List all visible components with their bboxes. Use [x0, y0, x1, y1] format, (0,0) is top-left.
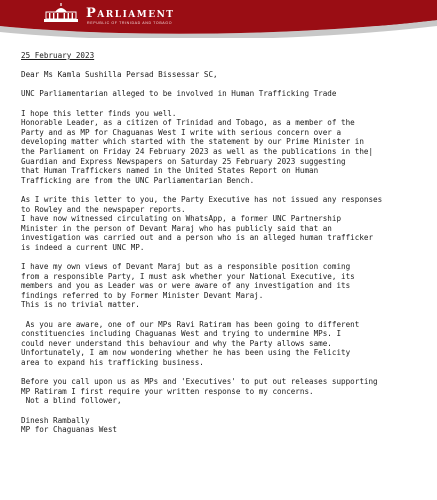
text-line: Minister in the person of Devant Maraj who has publicly said that an: [21, 223, 332, 233]
text-line: This is no trivial matter.: [21, 300, 140, 310]
text-line: Trafficking are from the UNC Parliamentarian Bench.: [21, 175, 255, 185]
text-line: Before you call upon us as MPs and 'Executives' to put out releases supporting: [21, 377, 378, 387]
text-line: findings referred to by Former Minister Devant Maraj.: [21, 290, 264, 300]
signature-title: MP for Chaguanas West: [21, 425, 118, 435]
text-line: MP Ratiram I first require your written response to my concerns.: [21, 386, 314, 396]
paragraph-5: [21, 377, 431, 406]
text-line: constituencies including Chaguanas West and trying to undermine MPs. I: [21, 329, 342, 339]
letter-subject: UNC Parliamentarian alleged to be involved in Human Trafficking Trade: [21, 89, 337, 99]
paragraph-3: [21, 262, 431, 310]
text-line: the Parliament on Friday 24 February 2023 as well as the publications in the|: [21, 146, 374, 156]
text-line: Honorable Leader, as a citizen of Trinidad and Tobago, as a member of the: [21, 118, 355, 128]
closing-line: Not a blind follower,: [21, 396, 122, 406]
text-line: I hope this letter finds you well.: [21, 108, 177, 118]
text-line: Guardian and Express Newspapers on Saturday 25 February 2023 suggesting: [21, 156, 346, 166]
letter-body: [21, 51, 431, 435]
letterhead-subtitle: REPUBLIC OF TRINIDAD AND TOBAGO: [87, 21, 173, 25]
text-line: I have my own views of Devant Maraj but as a responsible position coming: [21, 262, 351, 272]
signature-name: Dinesh Rambally: [21, 415, 90, 425]
text-line: Unfortunately, I am now wondering whether he has been using the Felicity: [21, 348, 351, 358]
paragraph-1: [21, 109, 431, 186]
text-line: to Rowley and the newspaper reports.: [21, 204, 186, 214]
paragraph-2: [21, 195, 431, 253]
letterhead: [0, 0, 437, 38]
text-line: is indeed a current UNC MP.: [21, 242, 145, 252]
text-line: Party and as MP for Chaguanas West I write with serious concern over a: [21, 127, 342, 137]
text-line: I have now witnessed circulating on WhatsApp, a former UNC Partnership: [21, 214, 342, 224]
letter-salutation: Dear Ms Kamla Sushilla Persad Bissessar SC,: [21, 70, 218, 80]
letterhead-title: Parliament: [86, 6, 175, 21]
text-line: that Human Traffickers named in the United States Report on Human: [21, 166, 319, 176]
text-line: members and you as Leader was or were aware of any investigation and its: [21, 281, 351, 291]
text-line: area to expand his trafficking business.: [21, 358, 204, 367]
paragraph-4: [21, 320, 431, 368]
text-line: from a responsible Party, I must ask whether your National Executive, its: [21, 271, 355, 281]
letter-date: 25 February 2023: [21, 51, 95, 60]
text-line: could never understand this behaviour and why the Party allows same.: [21, 338, 332, 348]
text-line: investigation was carried out and a person who is an alleged human trafficker: [21, 233, 374, 243]
text-line: developing matter which started with the statement by our Prime Minister in: [21, 137, 364, 147]
text-line: As you are aware, one of our MPs Ravi Ratiram has been going to different: [21, 319, 360, 329]
parliament-building-icon: [40, 2, 82, 24]
text-line: As I write this letter to you, the Party Executive has not issued any responses: [21, 194, 383, 204]
